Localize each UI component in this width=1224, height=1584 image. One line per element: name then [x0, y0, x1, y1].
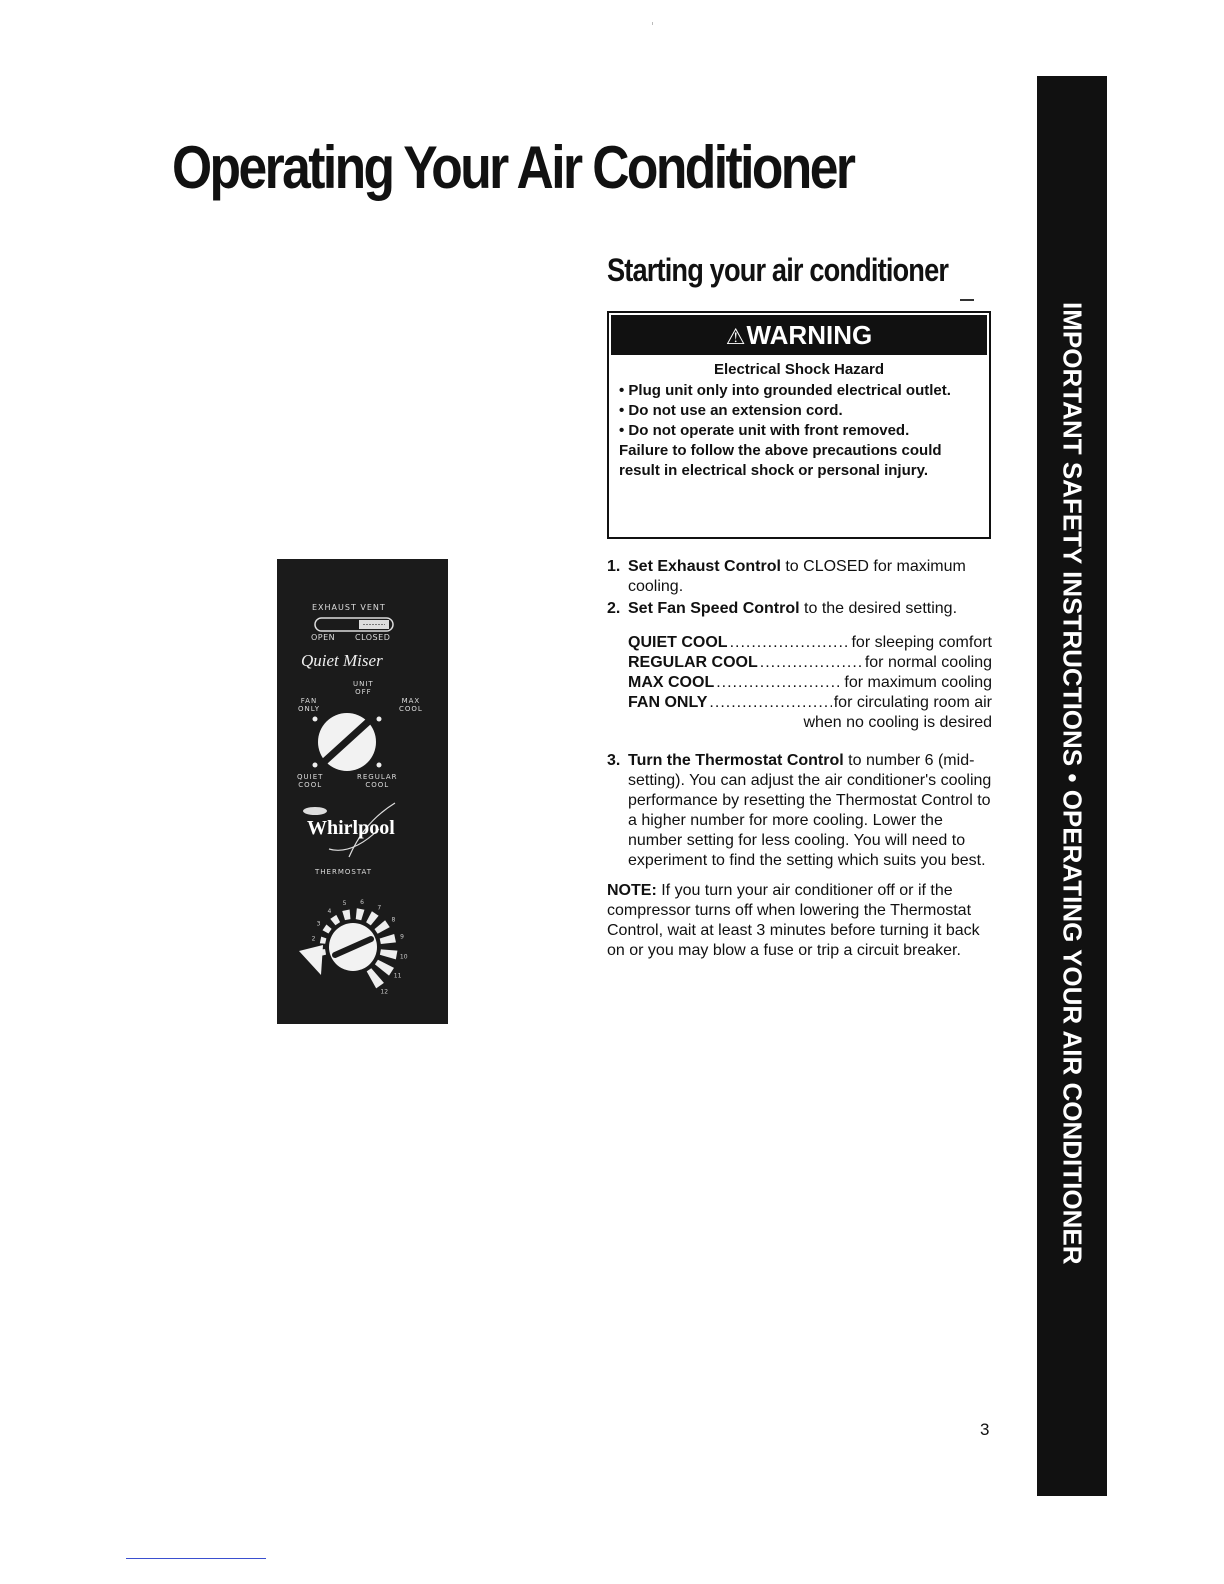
thermostat-number: 10: [399, 953, 408, 961]
leader-dots: [716, 673, 842, 693]
thermostat-number: 4: [327, 907, 332, 915]
model-name: Quiet Miser: [301, 651, 383, 670]
step-text: to the desired setting.: [799, 600, 958, 617]
max-cool-line: MAX: [401, 697, 421, 705]
thermostat-number: 6: [360, 898, 365, 906]
warning-body: [609, 355, 989, 481]
thermostat-wedge: [380, 934, 396, 944]
leader-dots: [760, 653, 863, 673]
step-number: 1.: [607, 558, 621, 575]
regular-cool-line: REGULAR: [357, 773, 398, 781]
step-control-name: Set Fan Speed Control: [628, 600, 800, 617]
thermostat-wedge: [380, 949, 398, 959]
fan-speed-list: [628, 633, 992, 733]
closed-label: CLOSED: [355, 633, 391, 642]
step-text: to CLOSED for maximum cooling.: [628, 558, 966, 595]
side-section-tab: [1037, 76, 1107, 1496]
step-text: to number 6 (mid-setting). You can adjust the air conditioner's cooling performance by resetting the Thermostat Control to a higher number for more cooling. Lower the number setting for less cooling. You will need to experiment to find the setting which suits you best.: [628, 752, 992, 869]
fan-speed-row: [628, 693, 992, 713]
fan-speed-name: REGULAR COOL: [628, 654, 758, 671]
divider: [960, 299, 974, 301]
thermostat-wedge: [323, 925, 332, 934]
step-number: 3.: [607, 752, 621, 769]
fan-speed-name: QUIET COOL: [628, 634, 728, 651]
thermostat-wedge: [375, 920, 390, 933]
exhaust-slider-icon: [313, 615, 403, 635]
fan-speed-row: [628, 633, 992, 653]
thermostat-label: THERMOSTAT: [315, 868, 373, 876]
note-text: If you turn your air conditioner off or if the compressor turns off when lowering the Thermostat Control, wait at least 3 minutes before turning it back on or you may blow a fuse or trip a circuit breaker.: [607, 882, 980, 959]
quiet-cool-line: COOL: [298, 781, 323, 789]
side-tab-label: IMPORTANT SAFETY INSTRUCTIONS • OPERATING YOUR AIR CONDITIONER: [1057, 302, 1088, 1265]
max-cool-line: COOL: [399, 705, 423, 713]
thermostat-wedge: [366, 911, 379, 925]
scan-mark: [652, 22, 653, 25]
fan-only-line: FAN: [300, 697, 318, 705]
thermostat-number: 9: [400, 933, 405, 941]
warning-bullet: • Plug unit only into grounded electrical outlet.: [619, 382, 951, 399]
warning-triangle-icon: ⚠: [725, 324, 746, 349]
regular-cool-line: COOL: [365, 781, 390, 789]
instruction-steps: [607, 557, 997, 961]
quiet-cool-line: QUIET: [297, 773, 324, 781]
fan-speed-continuation: when no cooling is desired: [803, 714, 992, 731]
thermostat-number: 7: [377, 904, 382, 912]
unit-off-line: UNIT: [353, 680, 374, 688]
fan-speed-row: [628, 653, 992, 673]
warning-consequence: Failure to follow the above precautions could result in electrical shock or personal injury.: [619, 442, 942, 479]
step-3: [607, 751, 997, 871]
footer-rule: [126, 1558, 266, 1559]
thermostat-wedge: [330, 915, 340, 925]
step-number: 2.: [607, 600, 621, 617]
fan-speed-name: FAN ONLY: [628, 694, 708, 711]
thermostat-number: 8: [391, 916, 396, 924]
thermostat-number: 5: [342, 900, 347, 908]
section-title: Starting your air conditioner: [607, 252, 949, 288]
thermostat-wedge: [375, 960, 394, 976]
step-control-name: Set Exhaust Control: [628, 558, 781, 575]
warning-bullet: • Do not operate unit with front removed.: [619, 422, 910, 439]
leader-dots: [730, 633, 850, 653]
note: [607, 881, 997, 961]
fan-speed-desc: for sleeping comfort: [851, 634, 992, 651]
fan-speed-row: [628, 673, 992, 693]
thermostat-number: 2: [311, 935, 316, 943]
exhaust-vent-label: EXHAUST VENT: [312, 603, 386, 612]
page-number: 3: [980, 1420, 990, 1439]
fan-speed-dial-icon: [307, 709, 417, 779]
warning-header: [611, 315, 987, 355]
warning-bullet: • Do not use an extension cord.: [619, 402, 843, 419]
step-2: [607, 599, 997, 619]
note-label: NOTE:: [607, 882, 657, 899]
warning-label: WARNING: [746, 320, 873, 350]
quiet-cool-label: [297, 773, 323, 789]
fan-speed-name: MAX COOL: [628, 674, 715, 691]
fan-speed-desc: for normal cooling: [864, 654, 992, 671]
thermostat-number: 11: [393, 972, 402, 980]
step-1: [607, 557, 997, 597]
thermostat-wedge: [356, 908, 365, 920]
unit-off-line: OFF: [355, 688, 372, 696]
leader-dots: [709, 693, 831, 713]
step-control-name: Turn the Thermostat Control: [628, 752, 844, 769]
thermostat-wedge: [342, 910, 350, 921]
regular-cool-label: [357, 773, 398, 789]
fan-speed-desc: for maximum cooling: [844, 674, 992, 691]
warning-box: [607, 311, 991, 539]
fan-speed-desc: for circulating room air: [833, 694, 992, 711]
page-title: Operating Your Air Conditioner: [172, 134, 854, 201]
thermostat-number: 12: [380, 988, 389, 996]
open-label: OPEN: [311, 633, 336, 642]
thermostat-wedge: [367, 968, 384, 988]
unit-off-label: [353, 680, 374, 696]
thermostat-number: 3: [316, 920, 321, 928]
thermostat-dial-icon: [291, 881, 441, 1021]
fan-only-line: ONLY: [298, 705, 320, 713]
warning-subtitle: Electrical Shock Hazard: [713, 361, 885, 378]
brand-logo: Whirlpool: [307, 817, 395, 839]
thermostat-wedge: [320, 937, 327, 944]
control-panel-illustration: [277, 559, 448, 1024]
